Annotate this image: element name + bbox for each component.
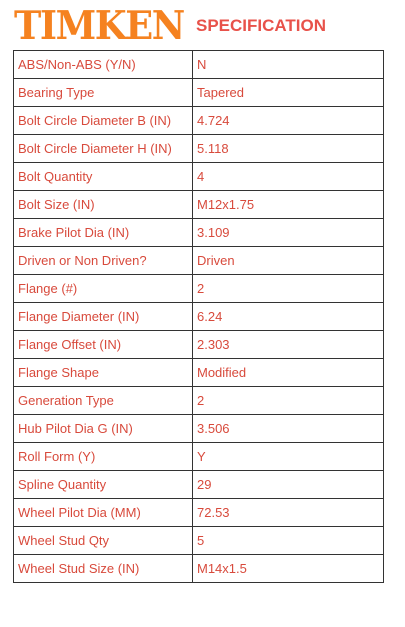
spec-label: Bolt Quantity — [14, 163, 193, 191]
spec-label: Wheel Stud Qty — [14, 527, 193, 555]
spec-label: Wheel Pilot Dia (MM) — [14, 499, 193, 527]
table-row — [14, 527, 384, 555]
spec-label: Generation Type — [14, 387, 193, 415]
spec-value: 4.724 — [193, 107, 384, 135]
spec-value: 2.303 — [193, 331, 384, 359]
spec-value: 5.118 — [193, 135, 384, 163]
spec-value: Modified — [193, 359, 384, 387]
spec-label: Hub Pilot Dia G (IN) — [14, 415, 193, 443]
spec-label: Flange Shape — [14, 359, 193, 387]
table-row — [14, 219, 384, 247]
spec-label: Bolt Circle Diameter H (IN) — [14, 135, 193, 163]
table-row — [14, 303, 384, 331]
spec-value: 3.506 — [193, 415, 384, 443]
spec-label: Brake Pilot Dia (IN) — [14, 219, 193, 247]
spec-label: Bolt Circle Diameter B (IN) — [14, 107, 193, 135]
spec-value: N — [193, 51, 384, 79]
spec-label: Driven or Non Driven? — [14, 247, 193, 275]
table-row — [14, 79, 384, 107]
table-row — [14, 275, 384, 303]
spec-value: M14x1.5 — [193, 555, 384, 583]
spec-label: Flange Offset (IN) — [14, 331, 193, 359]
spec-label: Bearing Type — [14, 79, 193, 107]
spec-value: Y — [193, 443, 384, 471]
table-row — [14, 443, 384, 471]
spec-value: M12x1.75 — [193, 191, 384, 219]
table-row — [14, 107, 384, 135]
spec-value: 72.53 — [193, 499, 384, 527]
table-row — [14, 415, 384, 443]
timken-logo: TIMKEN — [14, 3, 184, 49]
header — [14, 4, 394, 48]
table-row — [14, 135, 384, 163]
spec-value: 2 — [193, 275, 384, 303]
table-row — [14, 51, 384, 79]
spec-value: Driven — [193, 247, 384, 275]
spec-value: Tapered — [193, 79, 384, 107]
spec-value: 29 — [193, 471, 384, 499]
spec-value: 4 — [193, 163, 384, 191]
table-row — [14, 247, 384, 275]
spec-value: 3.109 — [193, 219, 384, 247]
page-title: SPECIFICATION — [196, 16, 327, 35]
spec-label: Wheel Stud Size (IN) — [14, 555, 193, 583]
specification-table-body — [14, 51, 384, 583]
spec-value: 6.24 — [193, 303, 384, 331]
table-row — [14, 499, 384, 527]
table-row — [14, 359, 384, 387]
table-row — [14, 191, 384, 219]
table-row — [14, 331, 384, 359]
spec-label: Flange (#) — [14, 275, 193, 303]
spec-label: Roll Form (Y) — [14, 443, 193, 471]
table-row — [14, 163, 384, 191]
table-row — [14, 471, 384, 499]
spec-value: 2 — [193, 387, 384, 415]
spec-value: 5 — [193, 527, 384, 555]
specification-table — [13, 50, 384, 583]
table-row — [14, 387, 384, 415]
spec-label: Flange Diameter (IN) — [14, 303, 193, 331]
spec-label: Bolt Size (IN) — [14, 191, 193, 219]
spec-label: ABS/Non-ABS (Y/N) — [14, 51, 193, 79]
spec-label: Spline Quantity — [14, 471, 193, 499]
table-row — [14, 555, 384, 583]
